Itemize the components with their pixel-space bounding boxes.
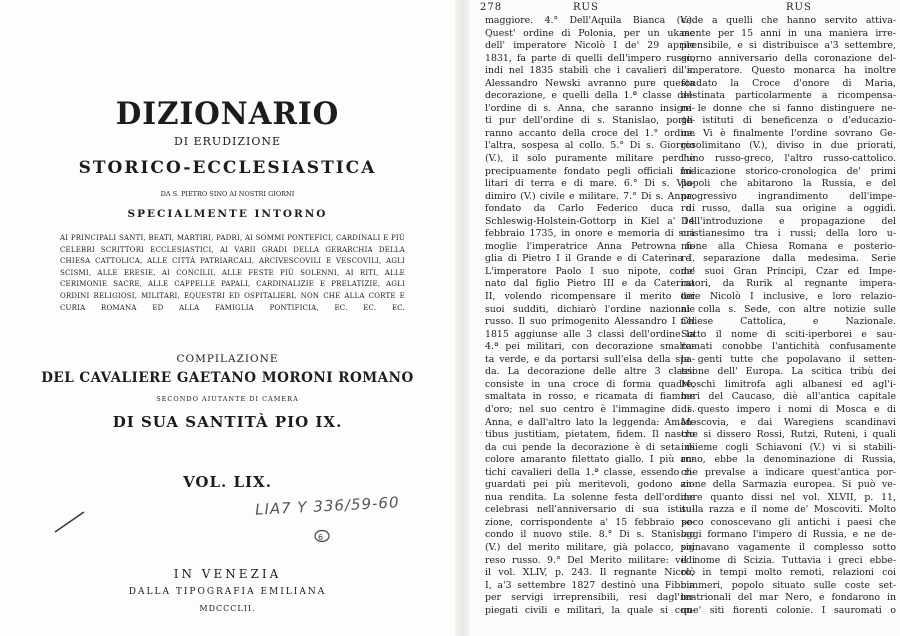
running-head-left: RUS [573,2,599,13]
running-head-right: RUS [786,2,812,13]
text-line: 1815 aggiunse alle 3 classi dell'ordine la [485,328,695,340]
text-line: gli istituti di beneficenza o d'educazio- [681,115,896,127]
text-line: reso russo. 9.° Del Merito militare: vedi [485,554,695,566]
compilation-label: COMPILAZIONE [176,353,279,365]
text-line: Schleswig-Holstein-Gottorp in Kiel a' 14 [485,215,695,227]
dedication: DI SUA SANTITÀ PIO IX. [112,413,343,431]
text-line: (V.), il solo puramente militare perchè [485,153,695,165]
imprint-city: IN VENEZIA [173,567,282,581]
text-line: l'ordine di s. Anna, che saranno insigni- [485,102,695,114]
text-line: popoli che abitarono la Russia, e del [681,178,896,190]
text-line: l'imperatore. Questo monarca ha inoltre [681,65,896,77]
text-line: Chiese Cattolica, e Nazionale. [681,316,896,328]
text-line: ni colla s. Sede, con altre notizie sulle [681,303,896,315]
imprint-printer: DALLA TIPOGRAFIA EMILIANA [128,587,327,597]
text-line: che si dissero Rossi, Rutzi, Ruteni, i quali [681,429,896,441]
subtitle-special: SPECIALMENTE INTORNO [127,208,328,220]
text-line: Sotto il nome di sciti-iperborei e sau- [681,328,896,340]
text-line: consiste in una croce di forma quadre, [485,378,695,390]
text-line: cristianesimo tra i russi; della loro u- [681,228,896,240]
text-line: zione, corrispondente a' 15 febbraio se- [485,516,695,528]
text-line: ti pur dell'ordine di s. Stanislao, porte- [485,115,695,127]
text-line: tichi cavalieri della 1.ª classe, essendo ri- [485,466,695,478]
text-line: smaltata in rosso, e ricamata di fiamme [485,391,695,403]
text-line: oggi formano l'impero di Russia, e ne de- [681,529,896,541]
text-line: glia di Pietro I il Grande e di Caterina I. [485,253,695,265]
text-line: de' suoi Gran Principi, Czar ed Impe- [681,265,896,277]
text-line: zione della Sarmazia europea. Si può ve- [681,479,896,491]
text-line: le genti tutte che popolavano il setten- [681,353,896,365]
text-line: II, volendo ricompensare il merito dei [485,291,695,303]
text-line: ro russo, dalla sua origine a oggidì. [681,203,896,215]
text-line: poco conoscevano gli antichi i paesi che [681,516,896,528]
text-line: romati conobbe l'antichità confusamente [681,341,896,353]
text-line: cede a quelli che hanno servito attiva- [681,15,896,26]
text-line: nione alla Chiesa Romana e posterio- [681,240,896,252]
page-number: 278 [480,2,503,13]
text-line: maggiore. 4.° Dell'Aquila Bianca (V.). [485,15,695,26]
text-line: moglie l'imperatrice Anna Petrowna fi- [485,240,695,252]
text-column-left [485,15,695,617]
text-line: l'uno russo-greco, l'altro russo-cattolico. [681,153,896,165]
text-line: L'imperatore Paolo I suo nipote, come [485,265,695,277]
text-line: l'altra, sospesa al collo. 5.° Di s. Giorgio [485,140,695,152]
volume-number: VOL. LIX. [183,473,272,491]
text-line: ranno accanto della croce del 1.° ordine [485,127,695,139]
text-column-right [681,15,896,617]
text-line: guardati pei più meritevoli, godono an- [485,479,695,491]
text-line: da cui pende la decorazione è di seta di [485,441,695,453]
text-line: tibus justitiam, pietatem, fidem. Il nastro [485,429,695,441]
text-line: tentrionali del mar Nero, e fondarono in [681,592,896,604]
text-line: celebrasi nell'anniversario di sua istitu- [485,504,695,516]
text-line: insieme cogli Schiavoni (V.) vi si stabili- [681,441,896,453]
text-line: que' siti fiorenti colonie. I sauromati o [681,604,896,616]
text-line: Dell'introduzione e propagazione del [681,215,896,227]
text-line: rono, ebbe la denominazione di Russia, [681,454,896,466]
text-line: ne. Vi è finalmente l'ordine sovrano Ge- [681,127,896,139]
text-line: destinata particolarmente a ricompensa- [681,90,896,102]
text-line: Moscovia, e dai Waregiens scandinavi [681,416,896,428]
text-line: nua rendita. La solenne festa dell'ordine [485,491,695,503]
text-line: 1831, fa parte di quelli dell'impero russo, [485,52,695,64]
text-line: dere quanto dissi nel vol. XLVII, p. 11, [681,491,896,503]
text-line: signavano vagamente il complesso sotto [681,541,896,553]
text-line: piegati civili e militari, la quale si con- [485,604,695,616]
text-line: prensibile, e si distribuisce a'3 settembre, [681,40,896,52]
text-line: Alessandro Newski avranno pure questa [485,77,695,89]
text-line: d'oro; nel suo centro è l'immagine di s. [485,403,695,415]
text-line: mente per 15 anni in una maniera irre- [681,27,896,39]
text-page [470,0,900,636]
text-line: colore amaranto filettato giallo. I più an- [485,454,695,466]
text-line: tore Nicolò I inclusive, e loro relazio- [681,291,896,303]
text-line: da. La decorazione delle altre 3 classi [485,366,695,378]
text-line: ta verde, e da portarsi sull'elsa della spa- [485,353,695,365]
text-line: re separazione dalla medesima. Serie [681,253,896,265]
text-line: Indicazione storico-cronologica de' primi [681,165,896,177]
text-line: I, a'3 settembre 1827 destinò una Fibbia [485,579,695,591]
book-gutter [455,0,470,636]
text-line: fondato la Croce d'onore di Maria, [681,77,896,89]
text-line: re le donne che si fanno distinguere ne- [681,102,896,114]
text-line: cimmeri, popolo situato sulle coste set- [681,579,896,591]
text-line: Moschi limitrofa agli albanesi ed agl'i- [681,378,896,390]
text-line: 4.ª pei militari, con decorazione smalta- [485,341,695,353]
text-line: precipuamente fondato pegli officiali mi- [485,165,695,177]
text-line: giorno anniversario della coronazione del- [681,52,896,64]
book-title: DIZIONARIO [115,96,340,132]
text-line: rosolimitano (V.), diviso in due priorati, [681,140,896,152]
text-line: il nome di Scizia. Tuttavia i greci ebbe- [681,554,896,566]
topics-paragraph: AI PRINCIPALI SANTI, BEATI, MARTIRI, PADRI, AI SOMMI PONTEFICI, CARDINALI E PIÙ CELEBRI SCRITTORI ECCLESIASTICI, AI VARII GRADI DELLA GERARCHIA DELLA CHIESA CATTOLICA, ALLE CITTÀ PATRIARCALI, ARCIVESCOVILI E VESCOVILI, AGLI SCISMI, ALLE ERESIE, AI CONCILII, ALLE FESTE PIÙ SOLENNI, AI RITI, ALLE CERIMONIE SACRE, ALLE CAPPELLE PAPALI, CARDINALIZIE E PRELATIZIE, AGLI ORDINI RELIGIOSI, MILITARI, EQUESTRI ED OSPITALIERI, NON CHE ALLA CORTE E CURIA ROMANA ED ALLA FAMIGLIA PONTIFICIA, EC. EC. EC. [60,234,405,312]
text-line: condo il nuovo stile. 8.° Di s. Stanislao [485,529,695,541]
subtitle-from: DA S. PIETRO SINO AI NOSTRI GIORNI [160,190,295,198]
text-line: Anna, e dall'altro lato la leggenda: Aman- [485,416,695,428]
imprint-year: MDCCCLII. [199,604,256,613]
text-line: nato dal figlio Pietro III e da Caterina [485,278,695,290]
text-line: ratori, da Rurik al regnante impera- [681,278,896,290]
text-line: trione dell' Europa. La scitica tribù dei [681,366,896,378]
subtitle-storico: STORICO-ECCLESIASTICA [78,158,377,178]
text-line: ro, in tempi molto remoti, relazioni coi [681,567,896,579]
text-line: litari di terra e di mare. 6.° Di s. Vla- [485,178,695,190]
text-line: progressivo ingrandimento dell'impe- [681,190,896,202]
text-line: decorazione, e quelli della 1.ª classe del- [485,90,695,102]
text-line: Quest' ordine di Polonia, per un ukase [485,27,695,39]
text-line: indi nel 1835 stabilì che i cavalieri di s. [485,65,695,77]
text-line: per servigi irreprensibili, resi dagl'im- [485,592,695,604]
text-line: (V.) del merito militare, già polacco, poi [485,541,695,553]
text-line: il vol. XLIV, p. 243. Il regnante Nicolò [485,567,695,579]
author-name: DEL CAVALIERE GAETANO MORONI ROMANO [41,370,414,386]
handwritten-shelfmark: LIA7 Y 336/59-60 [254,493,400,519]
text-line: di questo impero i nomi di Mosca e di [681,403,896,415]
text-line: febbraio 1735, in onore e memoria di sua [485,228,695,240]
text-line: sulla razza e il nome de' Moscoviti. Molto [681,504,896,516]
author-role: SECONDO AIUTANTE DI CAMERA [156,395,299,403]
text-line: dimiro (V.) civile e militare. 7.° Di s. Anna, [485,190,695,202]
text-line: fondato da Carlo Federico duca di [485,203,695,215]
text-line: dell' imperatore Nicolò I de' 29 aprile [485,40,695,52]
text-line: beri del Caucaso, diè all'antica capitale [681,391,896,403]
svg-text:6: 6 [318,533,324,542]
text-line: russo. Il suo primogenito Alessandro I nel [485,316,695,328]
text-line: che prevalse a indicare quest'antica por- [681,466,896,478]
text-line: suoi sudditi, dichiarò l'ordine nazionale [485,303,695,315]
subtitle-erudizione: DI ERUDIZIONE [173,135,282,148]
